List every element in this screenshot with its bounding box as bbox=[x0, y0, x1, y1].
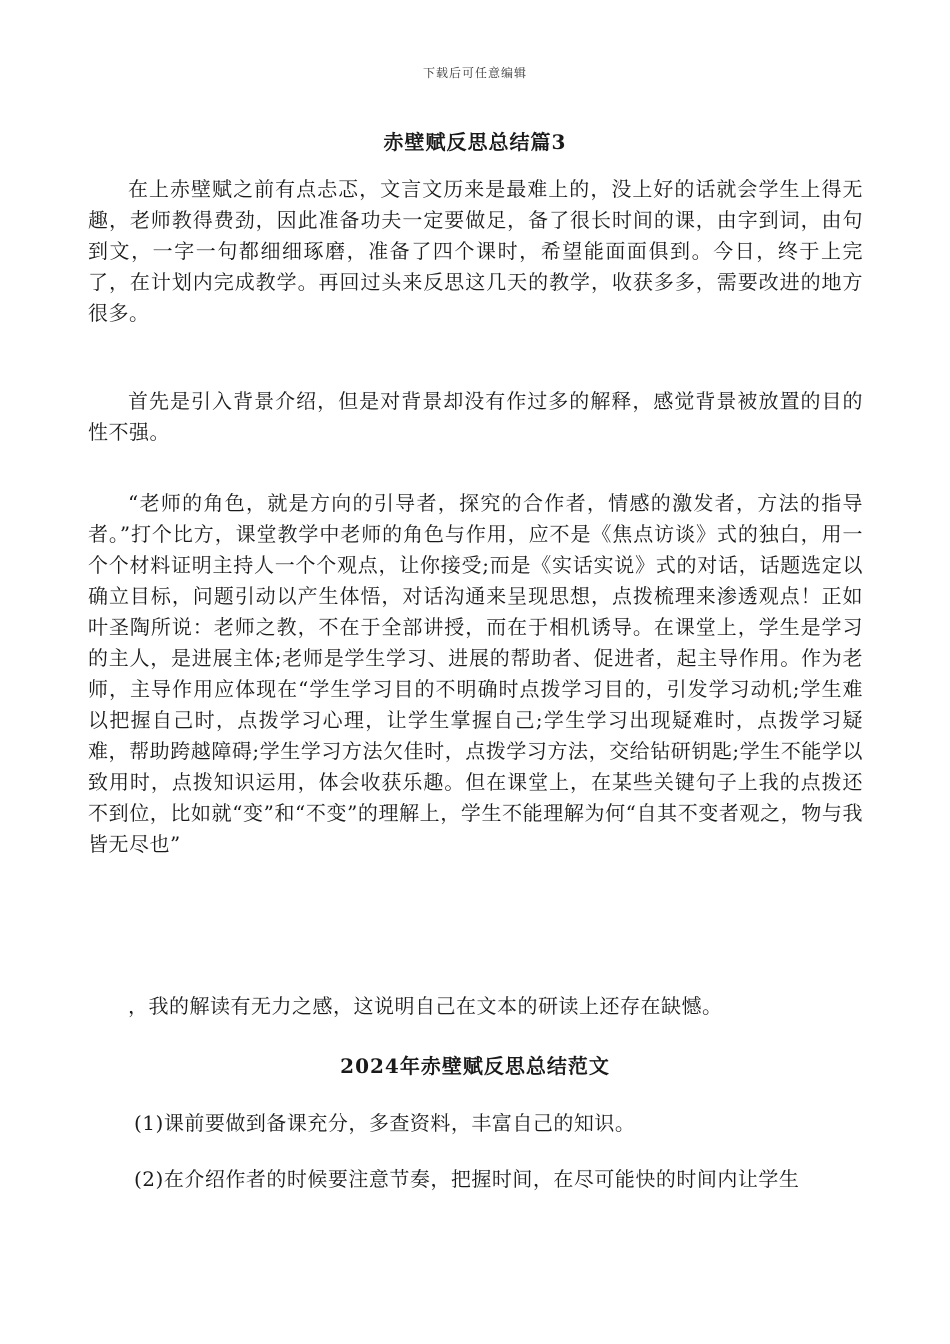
section-title-1: 赤壁赋反思总结篇3 bbox=[383, 130, 567, 154]
paragraph-6: (2)在介绍作者的时候要注意节奏，把握时间，在尽可能快的时间内让学生 bbox=[134, 1167, 800, 1191]
paragraph-5: (1)课前要做到备课充分，多查资料，丰富自己的知识。 bbox=[134, 1111, 636, 1135]
paragraph-2: 首先是引入背景介绍，但是对背景却没有作过多的解释，感觉背景被放置的目的性不强。 bbox=[88, 389, 863, 444]
paragraph-3: “老师的角色，就是方向的引导者，探究的合作者，情感的激发者，方法的指导者。”打个比方，课堂教学中老师的角色与作用，应不是《焦点访谈》式的独白，用一个个材料证明主持人一个个观点，让你接受;而是《实话实说》式的对话，话题选定以确立目标，问题引动以产生体悟，对话沟通来呈现思想，点拨梳理来渗透观点！正如叶圣陶所说：老师之教，不在于全部讲授，而在于相机诱导。在课堂上，学生是学习的主人，是进展主体;老师是学生学习、进展的帮助者、促进者，起主导作用。作为老师，主导作用应体现在“学生学习目的不明确时点拨学习目的，引发学习动机;学生难以把握自己时，点拨学习心理，让学生掌握自己;学生学习出现疑难时，点拨学习疑难，帮助跨越障碍;学生学习方法欠佳时，点拨学习方法，交给钻研钥匙;学生不能学以致用时，点拨知识运用，体会收获乐趣。但在课堂上，在某些关键句子上我的点拨还不到位，比如就“变”和“不变”的理解上，学生不能理解为何“自其不变者观之，物与我皆无尽也” bbox=[88, 491, 863, 856]
section-title-2: 2024年赤壁赋反思总结范文 bbox=[340, 1054, 610, 1078]
paragraph-4: ，我的解读有无力之感，这说明自己在文本的研读上还存在缺憾。 bbox=[128, 994, 723, 1018]
header-note: 下载后可任意编辑 bbox=[422, 66, 527, 80]
paragraph-1: 在上赤壁赋之前有点忐忑，文言文历来是最难上的，没上好的话就会学生上得无趣，老师教得费劲，因此准备功夫一定要做足，备了很长时间的课，由字到词，由句到文，一字一句都细细琢磨，准备了四个课时，希望能面面俱到。今日，终于上完了，在计划内完成教学。再回过头来反思这几天的教学，收获多多，需要改进的地方很多。 bbox=[88, 177, 863, 325]
